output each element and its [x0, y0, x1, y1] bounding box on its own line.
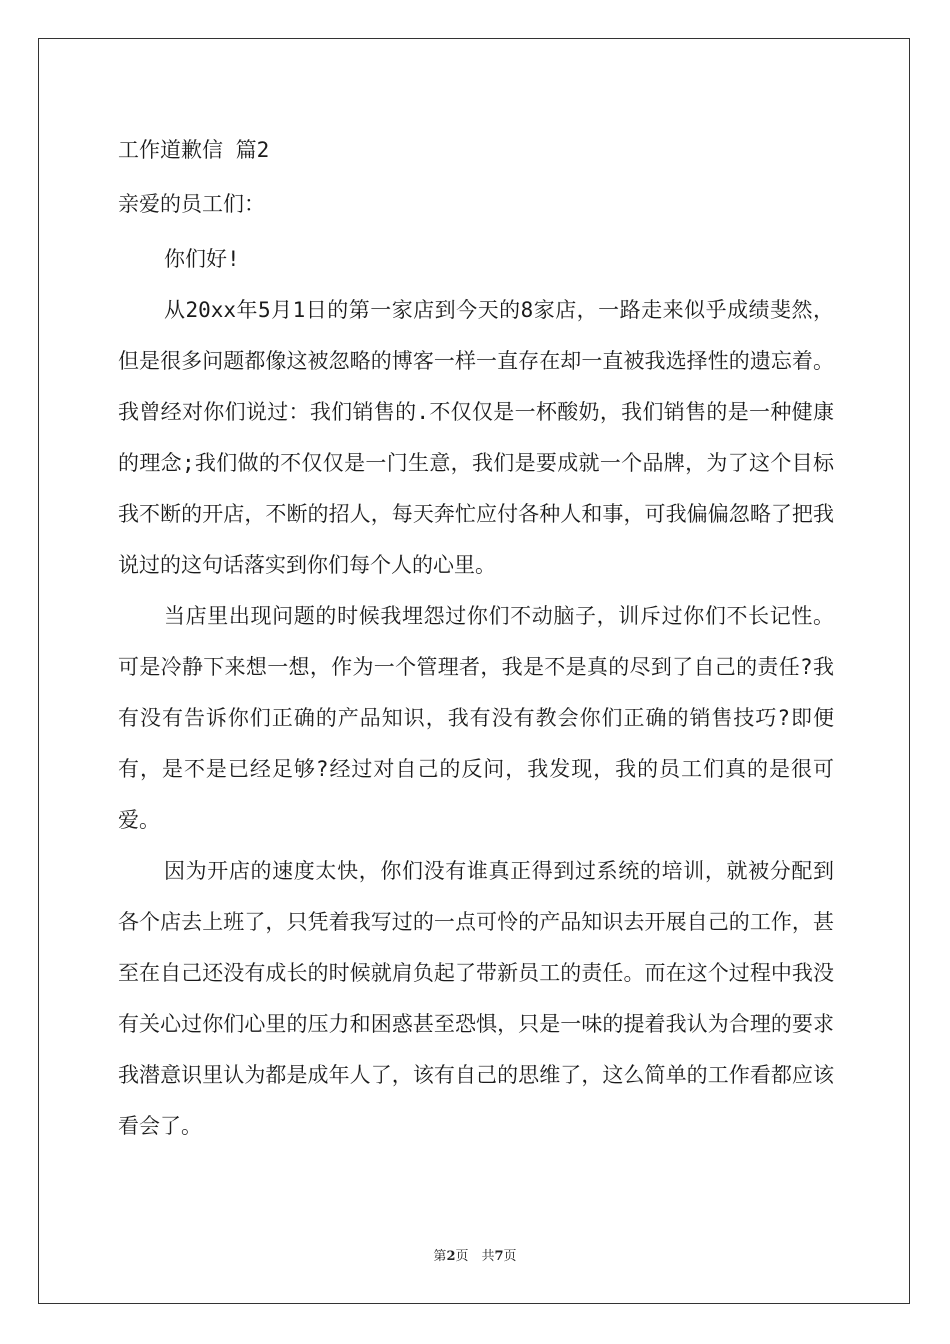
greeting: 你们好! — [164, 247, 240, 271]
salutation: 亲爱的员工们： — [118, 192, 265, 216]
document-body — [118, 128, 834, 1152]
paragraph-2: 当店里出现问题的时候我埋怨过你们不动脑子，训斥过你们不长记性。可是冷静下来想一想，作为一个管理者，我是不是真的尽到了自己的责任?我有没有告诉你们正确的产品知识，我有没有教会你们正确的销售技巧?即便有，是不是已经足够?经过对自己的反问，我发现，我的员工们真的是很可爱。 — [118, 604, 834, 832]
paragraph-3: 因为开店的速度太快，你们没有谁真正得到过系统的培训，就被分配到各个店去上班了，只凭着我写过的一点可怜的产品知识去开展自己的工作，甚至在自己还没有成长的时候就肩负起了带新员工的责任。而在这个过程中我没有关心过你们心里的压力和困惑甚至恐惧，只是一味的提着我认为合理的要求我潜意识里认为都是成年人了，该有自己的思维了，这么简单的工作看都应该看会了。 — [118, 859, 834, 1138]
footer-suffix: 页 — [503, 1249, 517, 1264]
document-title: 工作道歉信 篇2 — [118, 138, 270, 162]
current-page-number: 2 — [446, 1249, 456, 1264]
footer-middle: 页 共 — [455, 1249, 495, 1264]
total-page-number: 7 — [494, 1249, 504, 1264]
paragraph-1: 从20xx年5月1日的第一家店到今天的8家店，一路走来似乎成绩斐然，但是很多问题都像这被忽略的博客一样一直存在却一直被我选择性的遗忘着。我曾经对你们说过：我们销售的.不仅仅是一杯酸奶，我们销售的是一种健康的理念;我们做的不仅仅是一门生意，我们是要成就一个品牌，为了这个目标我不断的开店，不断的招人，每天奔忙应付各种人和事，可我偏偏忽略了把我说过的这句话落实到你们每个人的心里。 — [118, 298, 834, 577]
footer-prefix: 第 — [433, 1249, 447, 1264]
page-footer — [0, 1245, 950, 1264]
